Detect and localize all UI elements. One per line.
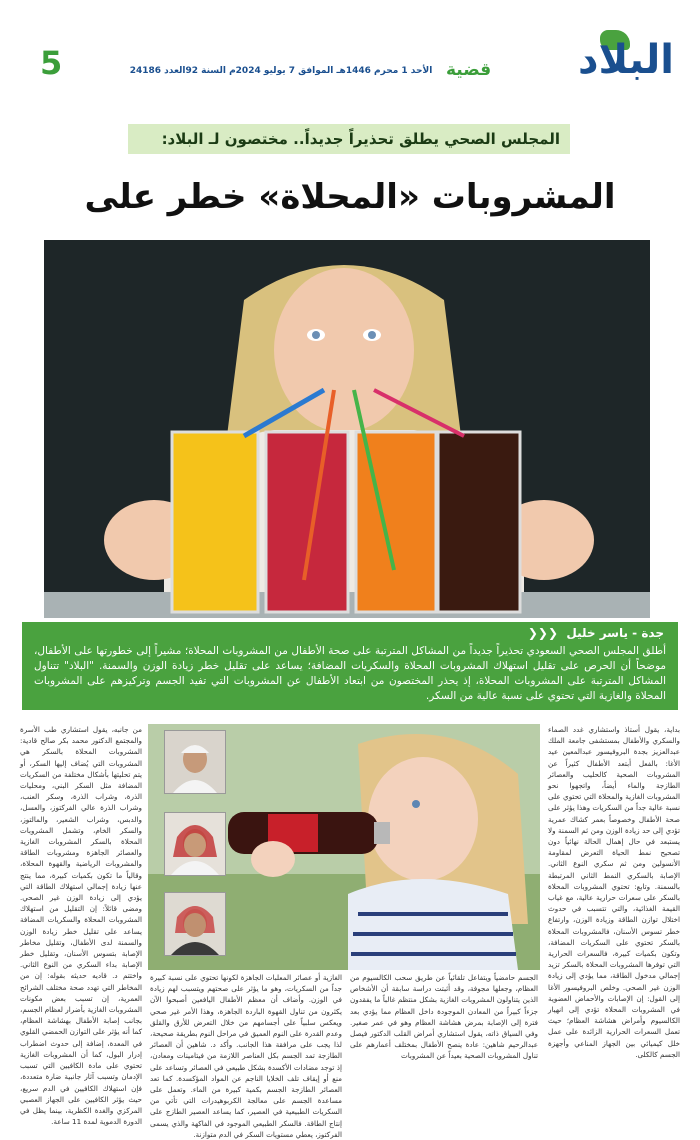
logo-text: البلاد [578, 37, 674, 83]
article-column-1: بداية، يقول أستاذ واستشاري غدد الصماء والسكري والأطفال بمستشفى جامعة الملك عبدالعزيز بجدة البروفيسور عبدالمعين عيد الأغا: بالفعل أبتعد الأطفال كثيراً عن المشروبات الصحية كالحليب والعصائر الطازجة والماء أيضاً، واتجهوا نحو المشروبات الغازية والمحلاة التي تحتوي على نسبة عالية جداً من السكريات وهذا يؤثر على صحة الأطفال وخصوصاً بعمر كشاك عمرية تؤدي إلى حد زيادة الوزن ومن ثم السمنة ولا يستبعد في حال إهمال الحالة نهائياً دون تصحيح نمط الحياة التعرض لمقاومة الأنسولين ومن ثم سكري النوع الثاني. الإصابة بالسكري النمط الثاني المرتبطة بالسمنة. وتابع: تحتوي المشروبات المحلاة بالسكر على سعرات حرارية عالية، مع غياب القيمة الغذائية، والتي تتسبب في حدوث اختلال توازن الطاقة وزيادة الوزن، وارتفاع خطر تسوس الأسنان، فالمشروبات المحلاة بالسكر تحتوي على السكريات المضافة، وتكون بكميات كبيرة، فالسعرات الحرارية التي توفرها المشروبات المحلاة بالسكر تزيد إجمالي مدخول الطاقة، مما يؤدي إلى زيادة الوزن غير الصحي. وخلص البروفيسور الأغا إلى القول: إن الإصابات والأحماض العضوية في المشروبات المحلاة تؤدي إلى انهيار الكالسيوم وأمراض هشاشة العظام؛ حيث تعمل السعرات الحرارية الزائدة على عمل خلل كيميائي بين الجهاز المناعي وأجهزة الجسم كالكلى. [548, 725, 680, 1059]
expert-portrait-3 [164, 892, 226, 956]
lead-paragraph: أطلق المجلس الصحي السعودي تحذيراً جديداً من المشاكل المترتبة على صحة الأطفال من المشروبات المحلاة؛ مشيراً إلى خطورتها على الأطفال، موضحاً أن الحرص على تقليل استهلاك المشروبات المحلاة والسكريات المضافة؛ يساعد على تقليل خطر زيادة الوزن والسمنة. "البلاد" تتناول المشاكل المترتبة على المشروبات المحلاة، إذ يحذر المختصون من ابتعاد الأطفال عن المشروبات التي تفيد الجسم وتركيزهم على المشروبات المحلاة والغازية التي تحتوي على نسبة عالية من السكر. [34, 645, 666, 702]
photo-girl-drinking-soda [148, 724, 540, 970]
triple-chevron-icon: ❮❮❮ [527, 626, 563, 640]
article-headline: المشروبات «المحلاة» خطر على [84, 177, 616, 217]
article-column-2: الجسم حامضياً ويتفاعل تلقائياً عن طريق سحب الكالسيوم من العظام، وجعلها مجوفة، وقد أثبتت دراسة سابقة أن الأشخاص الذين يتناولون المشروبات الغازية بشكل منتظم غالباً ما يفقدون جزءاً كبيراً من المعادن الموجودة داخل العظام مما يؤدي بعد فترة إلى الإصابة بمرض هشاشة العظام وهو في عمر صغير. وفي السياق ذاته، يقول استشاري أمراض القلب الدكتور فيصل عبدالرحيم شاهين: عادة ينصح الأطفال بمختلف أعمارهم على تناول المشروبات الصحية بعيداً عن المشروبات [350, 973, 538, 1061]
dateline: الأحد 1 محرم 1446هـ الموافق 7 يوليو 2024م السنة 92العدد 24186 [129, 66, 433, 76]
article-column-4: من جانبه، يقول استشاري طب الأسرة والمجتمع الدكتور محمد بكر صالح قادية: المشروبات المحلاة بالسكر هي المشروبات التي يُضاف إليها السكر، أو يتم تحليتها بأشكال مختلفة من السكريات المضافة مثل السكر البني، ومحليات الذرة، وشراب الذرة، وسكر العنب، وشراب الذرة عالي الفركتوز، والعسل، والدبس، وشراب الشعير، والمالتوز، والسكر الخام، وتشمل المشروبات المحلاة بالسكر المشروبات الغازية والعصائر الجاهزة ومشروبات الطاقة والمشروبات الرياضية والقهوة المحلاة، وقالياً ما تكون بكميات كبيرة، مما ينتج عنها زيادة إجمالي استهلاك الطاقة التي يؤدي إلى زيادة الوزن غير الصحي. ومضى قائلاً: إن التقليل من استهلاك المشروبات المحلاة والسكريات المضافة يساعد على تقليل خطر زيادة الوزن والسمنة لدى الأطفال، وتقليل مخاطر الإصابة بتسوس الأسنان، وتقليل خطر الإصابة بداء السكري من النوع الثاني. واختتم د. قاديه حديثه بقوله: إن من المخاطر التي تهدد صحة مختلف الشرائح العمرية، إن تسبب بعض مكونات المشروبات الغازية بأضرار لعظام الجسم، بجانب إصابة الأطفال بهشاشة العظام، كما أنه يؤثر على التوازن الحمضي القلوي في المعدة، إضافة إلى حدوث اضطراب إدرار البول، كما أن المشروبات الغازية تحتوي على مادة الكافيين التي تسبب الإدمان وتسبب آثار جانبية ضارة متعددة، فإن استهلاك الكافيين في الدم سريع، حيث يؤثر الكافيين على الجهاز العصبي المركزي والغدة الكظرية، بينما يظل في الدورة الدموية لمدة 11 ساعة. [20, 725, 142, 1127]
lead-box [22, 622, 678, 710]
newspaper-logo [556, 30, 674, 96]
article-column-3: الغازية أو عصائر المعلبات الجاهزة لكونها تحتوي على نسبة كبيرة جداً من السكريات، وهو ما يؤثر على صحتهم ويتسبب لهم زيادة في الوزن. وأضاف أن معظم الأطفال اليافعين أصبحوا الآن يكثرون من تناول القهوة الباردة الجاهزة، وهذا الأمر غير صحي ويعكس سلبياً على أجسامهم من خلال التعرض للأرق والقلق وعدم القدرة على النوم العميق في مراحل النوم بطريقة صحيحة، لذا يجب على مرافقة هذا الجانب. وأكد د. شاهين أن العصائر الطازجة تمد الجسم بكل العناصر اللازمة من فيتامينات ومعادن، إذ توجد مضادات الأكسدة بشكل طبيعي في العصائر وتساعد على منع أو إيقاف تلف الخلايا الناجم عن المواد المؤكسدة. كما تعد العصائر الطازجة الجسم بكمية كبيرة من الماء. وتعمل على مساعدة الجسم على معالجة الكربوهيدرات التي تأتي من السكريات الطبيعية في العصير، كما يساعد العصير الطازج على إنتاج الطاقة. فالسكر الطبيعي الموجود في الفاكهة والذي يسمى الفركتوز، يعطي مستويات السكر في الدم متوازنة. [150, 973, 342, 1139]
kicker-banner [128, 124, 570, 154]
byline [528, 626, 664, 640]
expert-portrait-1 [164, 730, 226, 794]
kicker-text: المجلس الصحي يطلق تحذيراً جديداً.. مختصون لـ البلاد: [161, 130, 560, 148]
byline-text: جدة - ياسر خليل [566, 626, 664, 640]
section-label: قضية [446, 60, 492, 80]
expert-portrait-2 [164, 812, 226, 876]
page-number: 5 [40, 44, 63, 82]
main-photo-girl-with-drinks [44, 240, 650, 618]
